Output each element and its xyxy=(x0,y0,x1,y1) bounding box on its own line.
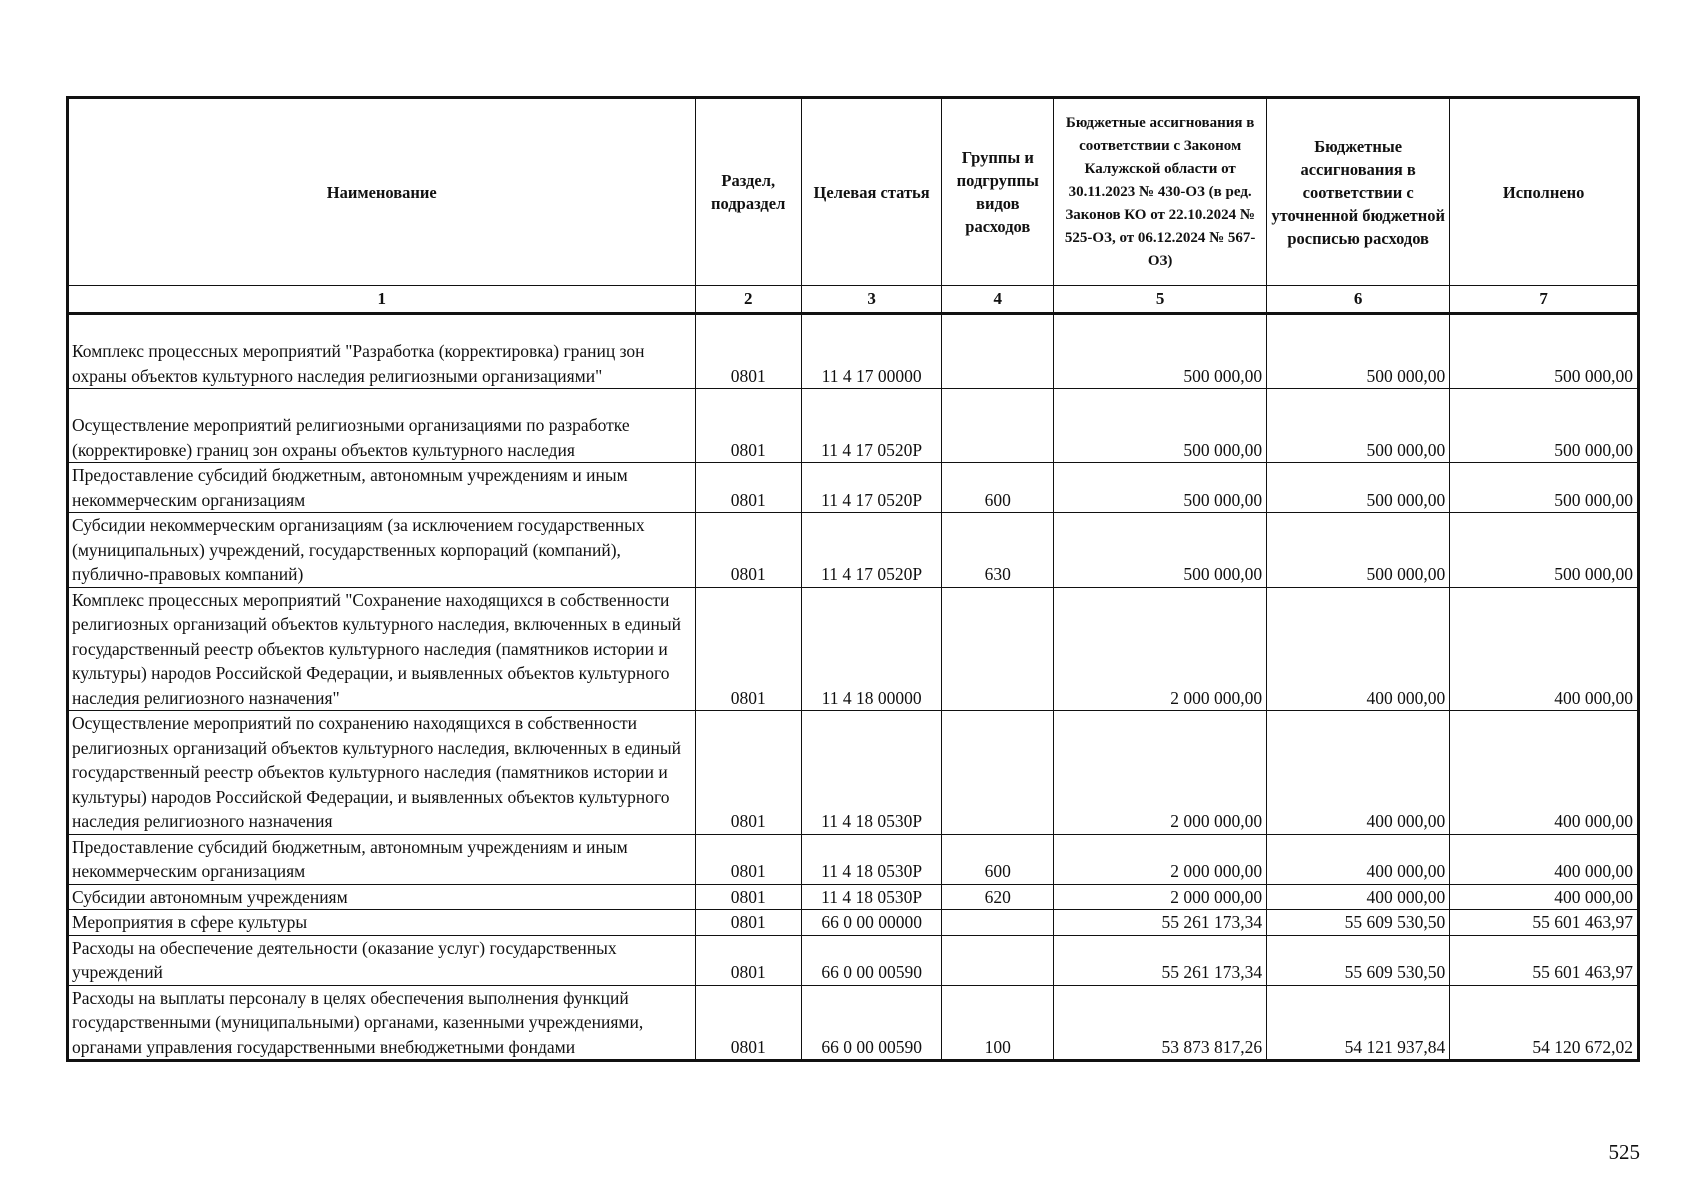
cell-section xyxy=(695,711,801,835)
cell-target-text: 11 4 17 0520P xyxy=(821,489,923,510)
cell-target xyxy=(801,910,941,936)
cell-name xyxy=(68,587,696,711)
cell-name-text: Расходы на обеспечение деятельности (оказание услуг) государственных учреждений xyxy=(72,937,617,982)
cell-section-text: 0801 xyxy=(730,962,766,982)
cell-budget-law-text: 55 261 173,34 xyxy=(1161,962,1263,982)
table-row xyxy=(68,884,1639,910)
cell-budget-schedule-text: 400 000,00 xyxy=(1366,886,1446,907)
cell-target xyxy=(801,985,941,1061)
cell-section xyxy=(695,985,801,1061)
cell-group-text: 600 xyxy=(984,489,1011,510)
cell-name-text: Комплекс процессных мероприятий "Разработка (корректировка) границ зон охраны объектов культурного наследия религиозными организациями" xyxy=(72,341,645,386)
cell-executed-text: 400 000,00 xyxy=(1554,687,1633,708)
cell-executed xyxy=(1450,314,1639,389)
cell-budget-law xyxy=(1054,935,1267,985)
cell-budget-schedule xyxy=(1267,910,1450,936)
table-row xyxy=(68,463,1639,513)
cell-budget-schedule-text: 55 609 530,50 xyxy=(1344,912,1446,932)
cell-name xyxy=(68,834,696,884)
cell-section xyxy=(695,910,801,936)
cell-target xyxy=(801,314,941,389)
cell-section-text: 0801 xyxy=(730,564,766,584)
cell-budget-schedule xyxy=(1267,587,1450,711)
column-number: 4 xyxy=(942,286,1054,314)
cell-group xyxy=(942,910,1054,936)
cell-section xyxy=(695,389,801,463)
cell-group-text: 100 xyxy=(984,1036,1011,1057)
cell-budget-schedule xyxy=(1267,985,1450,1061)
cell-section-text: 0801 xyxy=(730,365,766,386)
cell-budget-law xyxy=(1054,463,1267,513)
cell-group xyxy=(942,587,1054,711)
cell-name-text: Субсидии автономным учреждениям xyxy=(72,886,348,907)
header-budget-law: Бюджетные ассигнования в соответствии с Законом Калужской области от 30.11.2023 № 430-ОЗ (в ред. Законов КО от 22.10.2024 № 525-ОЗ, от 06.12.2024 № 567-ОЗ) xyxy=(1054,98,1267,286)
cell-group xyxy=(942,711,1054,835)
cell-target-text: 11 4 18 00000 xyxy=(821,687,922,708)
cell-budget-schedule-text: 500 000,00 xyxy=(1366,489,1446,510)
cell-section-text: 0801 xyxy=(730,811,766,831)
cell-budget-schedule xyxy=(1267,935,1450,985)
cell-executed xyxy=(1450,910,1639,936)
column-number: 3 xyxy=(801,286,941,314)
cell-budget-law-text: 2 000 000,00 xyxy=(1170,811,1263,831)
table-row xyxy=(68,834,1639,884)
cell-executed-text: 500 000,00 xyxy=(1554,439,1633,460)
header-row xyxy=(68,98,1639,286)
cell-section-text: 0801 xyxy=(730,886,766,907)
cell-section-text: 0801 xyxy=(730,912,766,932)
cell-budget-schedule xyxy=(1267,314,1450,389)
cell-section xyxy=(695,463,801,513)
cell-name xyxy=(68,463,696,513)
column-number: 1 xyxy=(68,286,696,314)
cell-name xyxy=(68,935,696,985)
cell-budget-law-text: 500 000,00 xyxy=(1183,439,1263,460)
cell-executed-text: 55 601 463,97 xyxy=(1532,912,1633,932)
cell-target xyxy=(801,587,941,711)
cell-name-text: Мероприятия в сфере культуры xyxy=(72,912,308,932)
cell-section xyxy=(695,314,801,389)
cell-budget-law-text: 2 000 000,00 xyxy=(1170,886,1263,907)
cell-section xyxy=(695,513,801,588)
cell-target-text: 11 4 18 0530P xyxy=(821,886,923,907)
cell-section-text: 0801 xyxy=(730,489,766,510)
cell-budget-law-text: 500 000,00 xyxy=(1183,564,1263,584)
cell-name-text: Осуществление мероприятий по сохранению находящихся в собственности религиозных организаций объектов культурного наследия, включенных в единый государственный реестр объектов культурного наследия (памятников истории и культуры) народов Российской Федерации, и выявленных объектов культурного наследия религиозного назначения xyxy=(72,713,681,831)
cell-executed xyxy=(1450,513,1639,588)
cell-target xyxy=(801,513,941,588)
cell-target-text: 11 4 17 0520P xyxy=(821,564,923,584)
cell-section-text: 0801 xyxy=(730,439,766,460)
cell-executed xyxy=(1450,711,1639,835)
cell-executed xyxy=(1450,389,1639,463)
cell-target xyxy=(801,834,941,884)
cell-budget-law-text: 500 000,00 xyxy=(1183,489,1263,510)
cell-group xyxy=(942,513,1054,588)
cell-name xyxy=(68,314,696,389)
cell-group xyxy=(942,884,1054,910)
cell-budget-law xyxy=(1054,711,1267,835)
table-row xyxy=(68,513,1639,588)
table-row xyxy=(68,587,1639,711)
cell-target-text: 66 0 00 00590 xyxy=(821,962,922,982)
table-row xyxy=(68,910,1639,936)
header-group: Группы и подгруппы видов расходов xyxy=(942,98,1054,286)
table-row xyxy=(68,985,1639,1061)
cell-name-text: Субсидии некоммерческим организациям (за исключением государственных (муниципальных) учреждений, государственных корпораций (компаний), публично-правовых компаний) xyxy=(72,515,645,584)
cell-budget-schedule-text: 55 609 530,50 xyxy=(1344,962,1446,982)
cell-name-text: Расходы на выплаты персоналу в целях обеспечения выполнения функций государственными (муниципальными) органами, казенными учреждениями, органами управления государственными внебюджетными фондами xyxy=(72,987,644,1057)
cell-budget-schedule xyxy=(1267,463,1450,513)
budget-table xyxy=(66,96,1640,1062)
cell-target-text: 11 4 17 00000 xyxy=(821,365,922,386)
header-target: Целевая статья xyxy=(801,98,941,286)
cell-group-text: 630 xyxy=(984,564,1011,584)
cell-target xyxy=(801,884,941,910)
cell-executed-text: 400 000,00 xyxy=(1554,886,1633,907)
table-row xyxy=(68,935,1639,985)
column-number: 7 xyxy=(1450,286,1639,314)
cell-name-text: Предоставление субсидий бюджетным, автономным учреждениям и иным некоммерческим организациям xyxy=(72,465,628,510)
cell-target xyxy=(801,463,941,513)
header-name: Наименование xyxy=(68,98,696,286)
cell-target-text: 11 4 18 0530P xyxy=(821,811,923,831)
cell-budget-schedule-text: 500 000,00 xyxy=(1366,365,1446,386)
cell-group-text: 600 xyxy=(984,861,1011,881)
cell-budget-law xyxy=(1054,513,1267,588)
cell-budget-law xyxy=(1054,587,1267,711)
cell-executed xyxy=(1450,463,1639,513)
table-row xyxy=(68,711,1639,835)
cell-budget-law-text: 55 261 173,34 xyxy=(1161,912,1263,932)
cell-executed-text: 500 000,00 xyxy=(1554,365,1633,386)
cell-target-text: 11 4 18 0530P xyxy=(821,861,923,881)
cell-budget-schedule xyxy=(1267,884,1450,910)
table-body xyxy=(68,314,1639,1061)
cell-executed xyxy=(1450,587,1639,711)
cell-budget-schedule xyxy=(1267,389,1450,463)
cell-executed xyxy=(1450,985,1639,1061)
cell-name xyxy=(68,910,696,936)
cell-executed-text: 55 601 463,97 xyxy=(1532,962,1633,982)
cell-executed xyxy=(1450,834,1639,884)
cell-budget-law xyxy=(1054,389,1267,463)
cell-budget-schedule xyxy=(1267,711,1450,835)
cell-budget-schedule-text: 500 000,00 xyxy=(1366,564,1446,584)
cell-target-text: 66 0 00 00000 xyxy=(821,912,922,932)
cell-name xyxy=(68,985,696,1061)
cell-target xyxy=(801,935,941,985)
header-executed: Исполнено xyxy=(1450,98,1639,286)
cell-group xyxy=(942,935,1054,985)
cell-budget-law xyxy=(1054,314,1267,389)
cell-group xyxy=(942,985,1054,1061)
header-section: Раздел, подраздел xyxy=(695,98,801,286)
cell-section xyxy=(695,935,801,985)
column-number-row xyxy=(68,286,1639,314)
cell-budget-law xyxy=(1054,884,1267,910)
cell-name xyxy=(68,389,696,463)
cell-section-text: 0801 xyxy=(730,687,766,708)
cell-section xyxy=(695,587,801,711)
column-number: 6 xyxy=(1267,286,1450,314)
cell-budget-law-text: 500 000,00 xyxy=(1183,365,1263,386)
cell-budget-schedule-text: 400 000,00 xyxy=(1366,687,1446,708)
cell-group xyxy=(942,834,1054,884)
cell-group xyxy=(942,389,1054,463)
cell-executed-text: 500 000,00 xyxy=(1554,489,1633,510)
cell-name-text: Комплекс процессных мероприятий "Сохранение находящихся в собственности религиозных организаций объектов культурного наследия, включенных в единый государственный реестр объектов культурного наследия (памятников истории и культуры) народов Российской Федерации, и выявленных объектов культурного наследия религиозного назначения" xyxy=(72,589,681,708)
cell-section xyxy=(695,884,801,910)
cell-budget-law-text: 53 873 817,26 xyxy=(1161,1036,1263,1057)
cell-target xyxy=(801,711,941,835)
cell-name xyxy=(68,513,696,588)
column-number: 2 xyxy=(695,286,801,314)
header-budget-schedule: Бюджетные ассигнования в соответствии с уточненной бюджетной росписью расходов xyxy=(1267,98,1450,286)
cell-executed xyxy=(1450,884,1639,910)
cell-name-text: Осуществление мероприятий религиозными организациями по разработке (корректировке) границ зон охраны объектов культурного наследия xyxy=(72,415,630,460)
cell-executed-text: 400 000,00 xyxy=(1554,861,1633,881)
table-row xyxy=(68,389,1639,463)
cell-target-text: 11 4 17 0520P xyxy=(821,439,923,460)
cell-target xyxy=(801,389,941,463)
cell-budget-law-text: 2 000 000,00 xyxy=(1170,861,1263,881)
cell-budget-schedule xyxy=(1267,834,1450,884)
cell-executed-text: 400 000,00 xyxy=(1554,811,1633,831)
cell-group xyxy=(942,463,1054,513)
cell-budget-schedule xyxy=(1267,513,1450,588)
cell-budget-law xyxy=(1054,985,1267,1061)
cell-section xyxy=(695,834,801,884)
cell-section-text: 0801 xyxy=(730,1036,766,1057)
cell-budget-schedule-text: 54 121 937,84 xyxy=(1344,1036,1446,1057)
cell-executed-text: 54 120 672,02 xyxy=(1532,1036,1633,1057)
column-number: 5 xyxy=(1054,286,1267,314)
cell-executed xyxy=(1450,935,1639,985)
cell-executed-text: 500 000,00 xyxy=(1554,564,1633,584)
cell-group xyxy=(942,314,1054,389)
cell-group-text: 620 xyxy=(984,886,1011,907)
cell-target-text: 66 0 00 00590 xyxy=(821,1036,922,1057)
cell-name xyxy=(68,711,696,835)
table-row xyxy=(68,314,1639,389)
cell-budget-law xyxy=(1054,910,1267,936)
cell-name xyxy=(68,884,696,910)
cell-name-text: Предоставление субсидий бюджетным, автономным учреждениям и иным некоммерческим организациям xyxy=(72,836,628,881)
cell-section-text: 0801 xyxy=(730,861,766,881)
cell-budget-schedule-text: 400 000,00 xyxy=(1366,861,1446,881)
cell-budget-schedule-text: 400 000,00 xyxy=(1366,811,1446,831)
cell-budget-law-text: 2 000 000,00 xyxy=(1170,687,1263,708)
page-number: 525 xyxy=(1608,1140,1640,1164)
cell-budget-law xyxy=(1054,834,1267,884)
cell-budget-schedule-text: 500 000,00 xyxy=(1366,439,1446,460)
